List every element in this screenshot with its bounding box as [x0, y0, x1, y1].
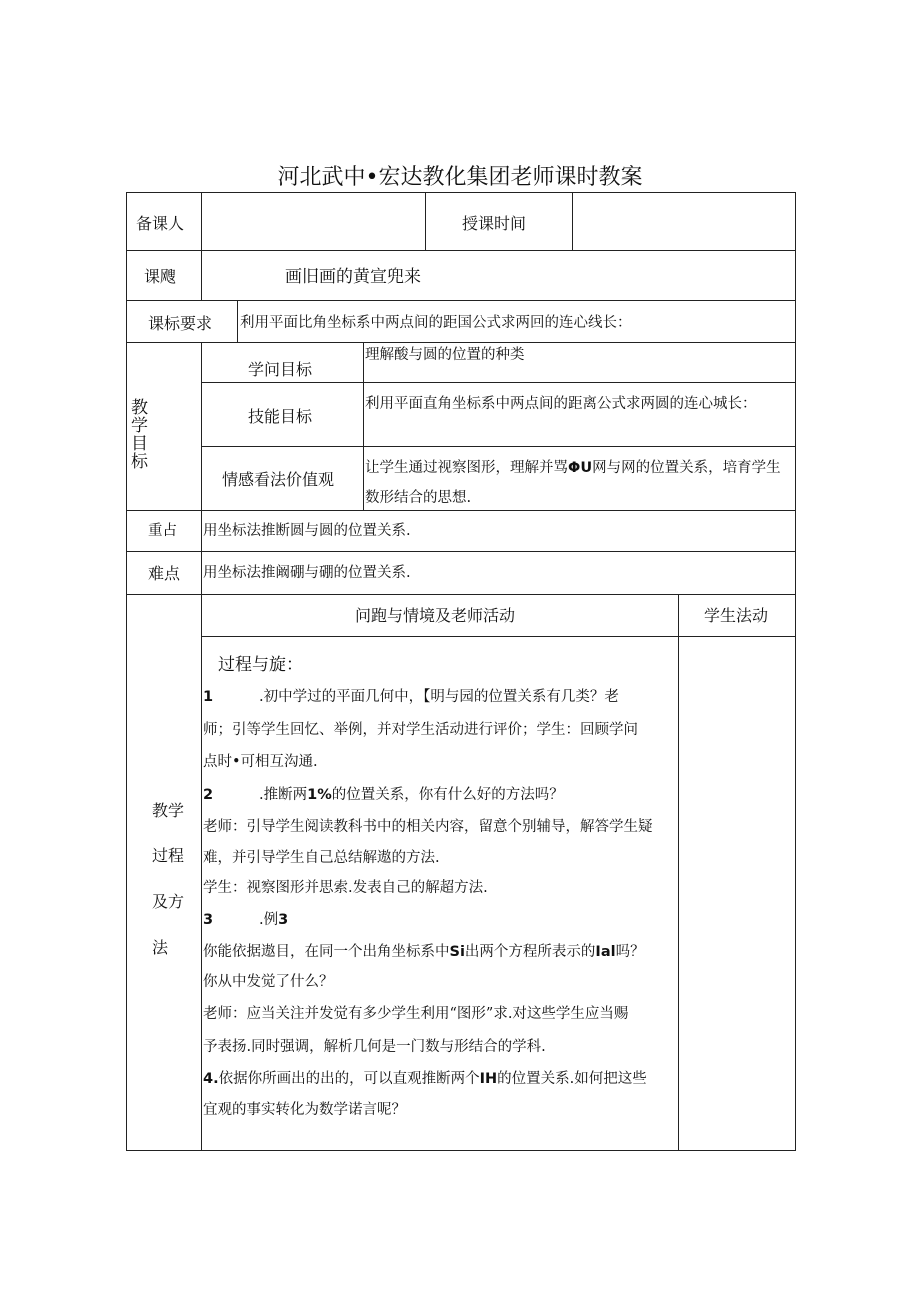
- standard-value: 利用平面比角坐标系中两点间的距国公式求两回的连心线长：: [240, 315, 632, 331]
- process-line-4-text-a: .推断两: [259, 787, 308, 803]
- table-border-bottom: [126, 1150, 796, 1151]
- vrule-process-left: [201, 594, 202, 1150]
- topic-value: 画旧画的黄宣兜来: [285, 267, 421, 287]
- process-heading: 过程与旋：: [218, 655, 303, 675]
- objectives-label-4: 标: [131, 452, 148, 472]
- process-line-10: 你从中发觉了什么？: [203, 974, 334, 990]
- rule-row5: [126, 551, 796, 552]
- topic-label: 课飕: [144, 267, 177, 286]
- process-line-8-num: 3: [203, 912, 214, 928]
- process-line-8-text-b: 3: [278, 912, 289, 928]
- rule-row1: [126, 250, 796, 251]
- vrule-standard: [237, 300, 238, 342]
- process-line-6: 难，并引导学生自己总结解遨的方法.: [203, 850, 440, 866]
- vrule-objectives-mid: [363, 342, 364, 510]
- process-line-9-text-c: 出两个方程所表示的: [464, 944, 596, 960]
- process-line-13-text-d: 的位置关系.如何把这些: [497, 1071, 647, 1087]
- vrule-label-col: [201, 192, 202, 300]
- emotion-text-c: 网与网的位置关系，培育学生: [592, 460, 781, 476]
- process-line-3: 点时•可相互沟通.: [203, 754, 318, 770]
- knowledge-value: 理解酸与圆的位置的种类: [365, 347, 525, 363]
- process-label-1: 教学: [152, 801, 185, 820]
- objectives-label-3: 目: [131, 434, 148, 454]
- process-line-4-text-b: 1%: [307, 787, 332, 803]
- emotion-text-b: ΦU: [568, 460, 593, 476]
- process-label-3: 及方: [152, 892, 185, 911]
- process-label-2: 过程: [152, 846, 185, 865]
- rule-row6: [126, 594, 796, 595]
- process-line-9-text-a: 你能依据遨目，在同一个出角坐标系中: [203, 944, 450, 960]
- process-line-8-text-a: .例: [259, 912, 279, 928]
- rule-obj2: [201, 446, 796, 447]
- objectives-label-1: 教: [131, 398, 148, 418]
- rule-row3: [126, 342, 796, 343]
- rule-process-header: [201, 636, 796, 637]
- process-line-4-num: 2: [203, 787, 214, 803]
- vrule-objectives-left: [201, 342, 202, 510]
- vrule-keypoints: [201, 510, 202, 594]
- key-point-label: 重占: [148, 523, 177, 539]
- table-border-top: [126, 192, 796, 193]
- process-line-5: 老师：引导学生阅读教科书中的相关内容，留意个别辅导，解答学生疑: [203, 819, 653, 835]
- document-title: 河北武中•宏达教化集团老师课时教案: [277, 165, 643, 190]
- teacher-activity-header: 问跑与情境及老师活动: [355, 606, 516, 625]
- process-line-1-text: .初中学过的平面几何中，【明与园的位置关系有几类？老: [259, 689, 619, 705]
- process-line-9-text-e: 吗？: [615, 944, 645, 960]
- skill-label: 技能目标: [248, 407, 313, 426]
- rule-row4: [126, 510, 796, 511]
- standard-label: 课标要求: [148, 314, 213, 333]
- process-line-1-num: 1: [203, 689, 214, 705]
- process-line-11: 老师：应当关注并发觉有多少学生利用“图形”求.对这些学生应当赐: [203, 1006, 629, 1022]
- process-line-12: 予表扬.同时强调，解析几何是一门数与形结合的学科.: [203, 1039, 546, 1055]
- process-line-13: [203, 1069, 647, 1089]
- process-line-7: 学生：视察图形并思索.发表自己的解超方法.: [203, 880, 488, 896]
- process-line-13-text-a: 4.: [203, 1071, 219, 1087]
- process-line-1: [203, 687, 619, 707]
- emotion-text-a: 让学生通过视察图形，理解并骂: [365, 460, 568, 476]
- table-border-left: [126, 192, 127, 1151]
- difficulty-value: 用坐标法推阚硼与硼的位置关系.: [203, 565, 411, 581]
- objectives-label-2: 学: [131, 416, 148, 436]
- process-line-14: 宜观的事实转化为数学诺言呢？: [203, 1102, 406, 1118]
- process-line-4: [203, 785, 564, 805]
- skill-value: 利用平面直角坐标系中两点间的距离公式求两圆的连心城长：: [365, 396, 757, 412]
- process-line-4-text-c: 的位置关系，你有什么好的方法吗？: [331, 787, 564, 803]
- rule-row2: [126, 300, 796, 301]
- difficulty-label: 难点: [148, 564, 181, 583]
- process-line-2: 师；引等学生回忆、举例，并对学生活动进行评价；学生：回顾学问: [203, 722, 638, 738]
- process-line-13-text-b: 依据你所画出的出的，可以直观推断两个: [218, 1071, 480, 1087]
- process-line-9-text-b: Si: [449, 944, 465, 960]
- process-line-9: [203, 942, 645, 962]
- process-line-8: [203, 910, 288, 930]
- vrule-time-label-left: [425, 192, 426, 250]
- vrule-time-label-right: [572, 192, 573, 250]
- rule-obj1: [201, 382, 796, 383]
- emotion-value-line1: [365, 458, 781, 478]
- knowledge-label: 学问目标: [248, 360, 313, 379]
- key-point-value: 用坐标法推断圆与圆的位置关系.: [203, 523, 411, 539]
- table-border-right: [795, 192, 796, 1151]
- process-line-13-text-c: IH: [479, 1071, 498, 1087]
- student-activity-header: 学生法动: [704, 606, 769, 625]
- emotion-label: 情感看法价值观: [222, 470, 335, 489]
- preparer-label: 备课人: [136, 214, 185, 233]
- vrule-process-right: [678, 594, 679, 1150]
- process-label-4: 法: [152, 938, 169, 957]
- emotion-value-line2: 数形结合的思想.: [365, 490, 472, 506]
- process-line-9-text-d: Ial: [595, 944, 616, 960]
- time-label: 授课时间: [462, 214, 527, 233]
